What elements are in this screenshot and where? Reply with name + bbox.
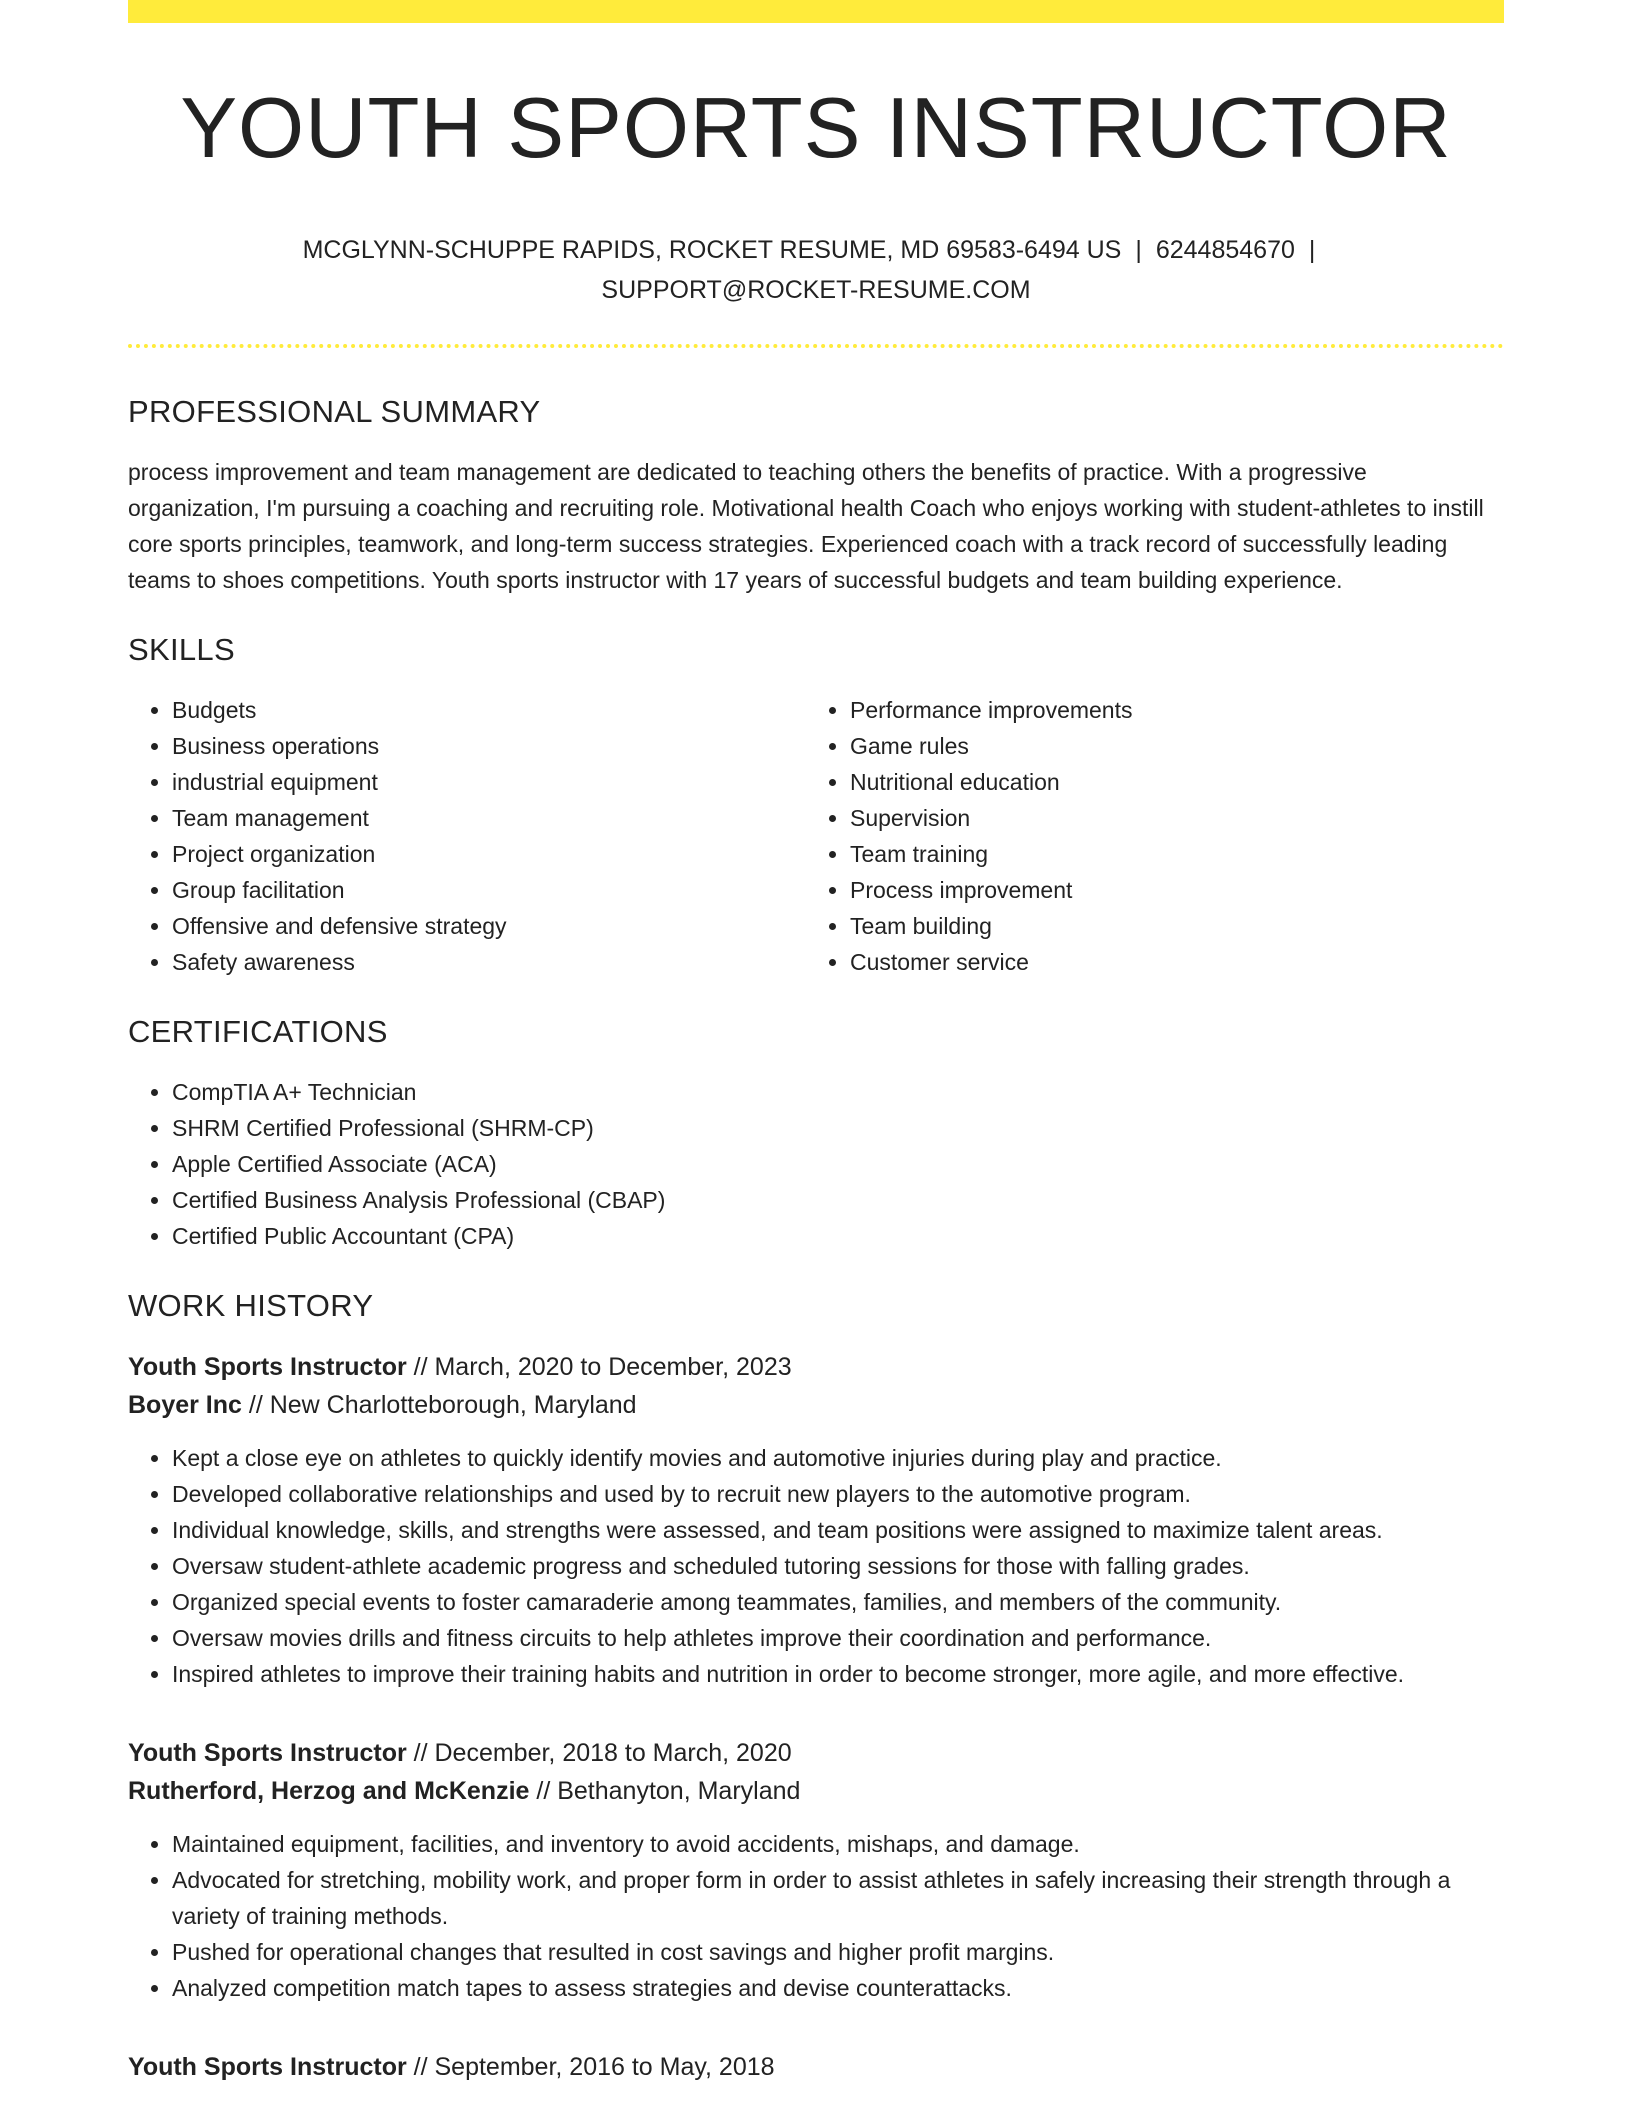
job-company: Rutherford, Herzog and McKenzie bbox=[128, 1776, 530, 1805]
job-title-line bbox=[128, 2048, 1504, 2086]
job-dates: // December, 2018 to March, 2020 bbox=[406, 1738, 792, 1767]
skills-section bbox=[128, 632, 1504, 980]
top-accent-bar bbox=[128, 0, 1504, 23]
job-duty: • Individual knowledge, skills, and strengths were assessed, and team positions were assigned to maximize talent areas. bbox=[172, 1512, 1504, 1548]
skill-item: • Performance improvements bbox=[850, 692, 1484, 728]
certification-item: • SHRM Certified Professional (SHRM-CP) bbox=[172, 1110, 1504, 1146]
job-duties-list bbox=[128, 1826, 1504, 2006]
contact-info bbox=[296, 230, 1336, 310]
skills-list bbox=[806, 692, 1484, 980]
certification-item: • Apple Certified Associate (ACA) bbox=[172, 1146, 1504, 1182]
certification-item: • Certified Public Accountant (CPA) bbox=[172, 1218, 1504, 1254]
skills-list bbox=[128, 692, 806, 980]
section-heading: WORK HISTORY bbox=[128, 1287, 374, 1323]
job-title-line bbox=[128, 1734, 1504, 1772]
job-duty: • Pushed for operational changes that resulted in cost savings and higher profit margins. bbox=[172, 1934, 1504, 1970]
skills-column-right bbox=[806, 692, 1484, 980]
job-duty: • Kept a close eye on athletes to quickly identify movies and automotive injuries during play and practice. bbox=[172, 1440, 1504, 1476]
job-title: Youth Sports Instructor bbox=[128, 1738, 407, 1767]
job-entry bbox=[128, 1348, 1504, 1692]
skills-grid bbox=[128, 692, 1504, 980]
job-title-line bbox=[128, 1348, 1504, 1386]
section-heading: SKILLS bbox=[128, 631, 235, 667]
skill-item: • Game rules bbox=[850, 728, 1484, 764]
skill-item: • Customer service bbox=[850, 944, 1484, 980]
header-divider bbox=[128, 344, 1504, 348]
resume-page bbox=[128, 0, 1504, 2086]
job-company-line bbox=[128, 1386, 1504, 1424]
job-duty: • Inspired athletes to improve their training habits and nutrition in order to become stronger, more agile, and more effective. bbox=[172, 1656, 1504, 1692]
skill-item: • industrial equipment bbox=[172, 764, 806, 800]
resume-name: YOUTH SPORTS INSTRUCTOR bbox=[180, 81, 1452, 176]
job-duties-list bbox=[128, 1440, 1504, 1692]
certifications-list bbox=[128, 1074, 1504, 1254]
skill-item: • Business operations bbox=[172, 728, 806, 764]
job-duty: • Advocated for stretching, mobility work, and proper form in order to assist athletes in safely increasing their strength through a variety of training methods. bbox=[172, 1862, 1504, 1934]
skill-item: • Team building bbox=[850, 908, 1484, 944]
job-location: // New Charlotteborough, Maryland bbox=[241, 1390, 637, 1419]
job-location: // Bethanyton, Maryland bbox=[529, 1776, 801, 1805]
job-title: Youth Sports Instructor bbox=[128, 1352, 407, 1381]
skill-item: • Team training bbox=[850, 836, 1484, 872]
contact-address: MCGLYNN-SCHUPPE RAPIDS, ROCKET RESUME, MD 69583-6494 US bbox=[302, 235, 1122, 264]
certification-item: • CompTIA A+ Technician bbox=[172, 1074, 1504, 1110]
skill-item: • Project organization bbox=[172, 836, 806, 872]
summary-section bbox=[128, 394, 1504, 598]
section-heading: PROFESSIONAL SUMMARY bbox=[128, 393, 541, 429]
job-company-line bbox=[128, 1772, 1504, 1810]
job-entry bbox=[128, 2048, 1504, 2086]
contact-separator: | bbox=[1135, 235, 1142, 264]
job-duty: • Oversaw student-athlete academic progress and scheduled tutoring sessions for those with falling grades. bbox=[172, 1548, 1504, 1584]
job-dates: // September, 2016 to May, 2018 bbox=[406, 2052, 775, 2081]
skill-item: • Supervision bbox=[850, 800, 1484, 836]
work-history-section bbox=[128, 1288, 1504, 2086]
job-duty: • Developed collaborative relationships and used by to recruit new players to the automotive program. bbox=[172, 1476, 1504, 1512]
skill-item: • Group facilitation bbox=[172, 872, 806, 908]
contact-phone: 6244854670 bbox=[1155, 235, 1295, 264]
contact-separator: | bbox=[1308, 235, 1316, 264]
contact-email: SUPPORT@ROCKET-RESUME.COM bbox=[601, 275, 1031, 304]
skill-item: • Process improvement bbox=[850, 872, 1484, 908]
job-dates: // March, 2020 to December, 2023 bbox=[406, 1352, 792, 1381]
skills-column-left bbox=[128, 692, 806, 980]
job-company: Boyer Inc bbox=[128, 1390, 242, 1419]
job-duty: • Maintained equipment, facilities, and inventory to avoid accidents, mishaps, and damage. bbox=[172, 1826, 1504, 1862]
skill-item: • Budgets bbox=[172, 692, 806, 728]
job-duty: • Oversaw movies drills and fitness circuits to help athletes improve their coordination and performance. bbox=[172, 1620, 1504, 1656]
skill-item: • Team management bbox=[172, 800, 806, 836]
job-entry bbox=[128, 1734, 1504, 2006]
certification-item: • Certified Business Analysis Professional (CBAP) bbox=[172, 1182, 1504, 1218]
section-heading: CERTIFICATIONS bbox=[128, 1013, 388, 1049]
skill-item: • Safety awareness bbox=[172, 944, 806, 980]
job-duty: • Organized special events to foster camaraderie among teammates, families, and members of the community. bbox=[172, 1584, 1504, 1620]
skill-item: • Nutritional education bbox=[850, 764, 1484, 800]
skill-item: • Offensive and defensive strategy bbox=[172, 908, 806, 944]
certifications-section bbox=[128, 1014, 1504, 1254]
summary-text: process improvement and team management are dedicated to teaching others the benefits of practice. With a progressive organization, I'm pursuing a coaching and recruiting role. Motivational health Coach who enjoys working with student-athletes to instill core sports principles, teamwork, and long-term success strategies. Experienced coach with a track record of successfully leading teams to shoes competitions. Youth sports instructor with 17 years of successful budgets and team building experience. bbox=[128, 458, 1484, 593]
job-title: Youth Sports Instructor bbox=[128, 2052, 407, 2081]
job-duty: • Analyzed competition match tapes to assess strategies and devise counterattacks. bbox=[172, 1970, 1504, 2006]
